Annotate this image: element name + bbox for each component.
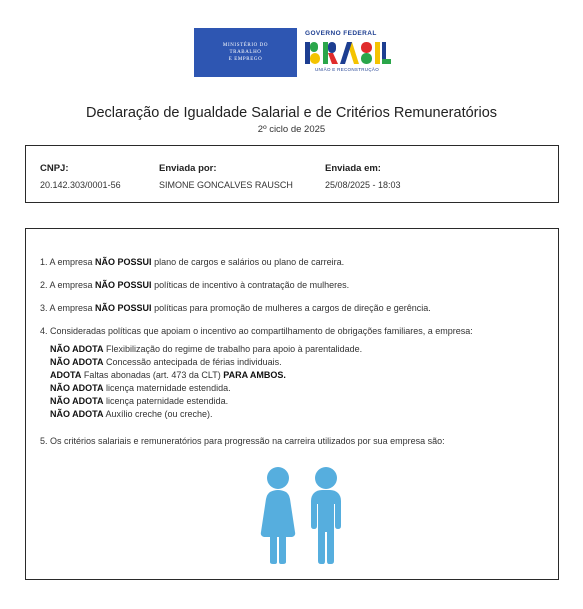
ministry-logo-line-1: MINISTÉRIO DO — [222, 43, 269, 48]
family-policy-5 — [50, 396, 228, 406]
statement-1-pre: 1. A empresa — [40, 257, 96, 267]
family-policy-2-status: NÃO ADOTA — [50, 357, 104, 367]
equality-figures — [246, 466, 356, 564]
ministry-logo — [194, 28, 297, 77]
statement-2-status: NÃO POSSUI — [95, 280, 152, 290]
statement-1-status: NÃO POSSUI — [95, 257, 152, 267]
statement-2-pre: 2. A empresa — [40, 280, 96, 290]
sender-label: Enviada por: — [159, 163, 217, 174]
family-policy-5-text: licença paternidade estendida. — [103, 396, 229, 406]
statement-3-post: políticas para promoção de mulheres a cargos de direção e gerência. — [151, 303, 431, 313]
sender-field — [159, 163, 293, 190]
family-policy-6 — [50, 409, 213, 419]
document-title: Declaração de Igualdade Salarial e de Critérios Remuneratórios — [85, 105, 498, 121]
brasil-wordmark — [305, 40, 391, 66]
family-policy-1-status: NÃO ADOTA — [50, 344, 104, 354]
ministry-logo-line-2: TRABALHO — [229, 50, 262, 55]
statement-1 — [40, 257, 344, 267]
family-policy-6-text: Auxílio creche (ou creche). — [103, 409, 213, 419]
date-label: Enviada em: — [325, 163, 381, 174]
woman-icon — [261, 467, 295, 564]
gov-brasil-logo — [305, 30, 391, 74]
cnpj-value: 20.142.303/0001-56 — [40, 180, 121, 190]
gov-logo-bottom-text: UNIÃO E RECONSTRUÇÃO — [315, 67, 380, 72]
statement-3-status: NÃO POSSUI — [95, 303, 152, 313]
family-policy-5-status: NÃO ADOTA — [50, 396, 104, 406]
family-policy-1-text: Flexibilização do regime de trabalho para apoio à parentalidade. — [103, 344, 363, 354]
ministry-logo-line-3: E EMPREGO — [228, 57, 263, 62]
document-subtitle: 2º ciclo de 2025 — [257, 124, 326, 135]
cnpj-field — [40, 163, 121, 190]
family-policy-2-text: Concessão antecipada de férias individuais. — [103, 357, 282, 367]
statement-3-pre: 3. A empresa — [40, 303, 96, 313]
statement-2 — [40, 280, 349, 290]
statement-5: 5. Os critérios salariais e remuneratórios para progressão na carreira utilizados por sua empresa são: — [40, 436, 445, 446]
family-policy-1 — [50, 344, 362, 354]
family-policy-3 — [50, 370, 286, 380]
sender-value: SIMONE GONCALVES RAUSCH — [159, 180, 293, 190]
statement-3 — [40, 303, 431, 313]
man-icon — [311, 467, 341, 564]
cnpj-label: CNPJ: — [40, 163, 69, 174]
company-info-box — [25, 145, 559, 203]
statement-4: 4. Consideradas políticas que apoiam o incentivo ao compartilhamento de obrigações familiares, a empresa: — [40, 326, 473, 336]
family-policy-4-text: licença maternidade estendida. — [103, 383, 231, 393]
declaration-box — [25, 228, 559, 580]
date-value: 25/08/2025 - 18:03 — [325, 180, 401, 190]
gov-logo-top-text: GOVERNO FEDERAL — [305, 30, 377, 37]
family-policy-4 — [50, 383, 231, 393]
family-policy-2 — [50, 357, 282, 367]
family-policy-4-status: NÃO ADOTA — [50, 383, 104, 393]
statement-1-post: plano de cargos e salários ou plano de carreira. — [151, 257, 345, 267]
family-policy-3-text: Faltas abonadas (art. 473 da CLT) — [81, 370, 224, 380]
statement-2-post: políticas de incentivo à contratação de mulheres. — [151, 280, 350, 290]
date-field — [325, 163, 401, 190]
family-policy-6-status: NÃO ADOTA — [50, 409, 104, 419]
family-policy-3-status: ADOTA — [50, 370, 82, 380]
family-policy-3-suffix: PARA AMBOS. — [223, 370, 286, 380]
